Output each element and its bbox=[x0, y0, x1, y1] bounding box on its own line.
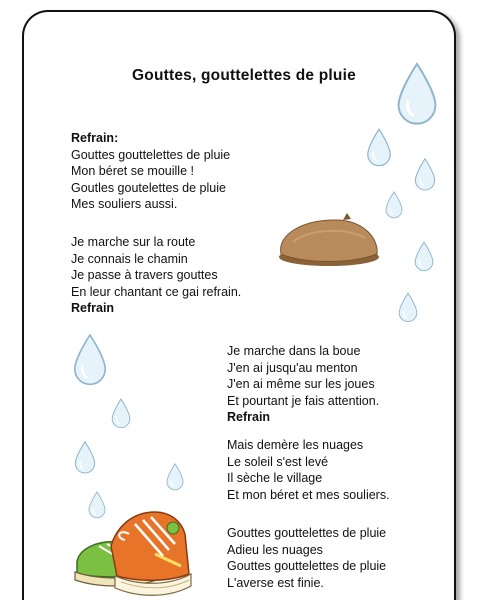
refrain-line-2: Mon béret se mouille ! bbox=[71, 164, 194, 178]
raindrop-icon bbox=[413, 240, 435, 272]
verse-4-block bbox=[227, 525, 386, 591]
song-title: Gouttes, gouttelettes de pluie bbox=[132, 67, 356, 84]
sneakers-icon bbox=[69, 504, 194, 600]
verse-3-block bbox=[227, 437, 390, 503]
verse-2-refrain-label: Refrain bbox=[227, 410, 271, 424]
verse-2-line-2: J'en ai jusqu'au menton bbox=[227, 360, 358, 375]
raindrop-icon bbox=[165, 462, 185, 491]
verse-1-refrain-label: Refrain bbox=[71, 301, 115, 315]
verse-1-block bbox=[71, 234, 241, 317]
raindrop-icon bbox=[397, 291, 419, 323]
refrain-block bbox=[71, 130, 230, 213]
verse-1-line-1: Je marche sur la route bbox=[71, 235, 196, 249]
raindrop-icon bbox=[413, 157, 437, 191]
raindrop-icon bbox=[365, 127, 393, 167]
raindrop-icon bbox=[71, 332, 109, 386]
verse-3-line-1: Mais demère les nuages bbox=[227, 438, 364, 452]
verse-1-line-4: En leur chantant ce gai refrain. bbox=[71, 284, 242, 299]
refrain-label: Refrain: bbox=[71, 131, 119, 145]
raindrop-icon bbox=[394, 60, 440, 126]
verse-3-line-4: Et mon béret et mes souliers. bbox=[227, 487, 390, 502]
verse-4-line-2: Adieu les nuages bbox=[227, 542, 323, 557]
verse-2-line-4: Et pourtant je fais attention. bbox=[227, 393, 380, 408]
refrain-line-1: Gouttes gouttelettes de pluie bbox=[71, 147, 231, 162]
verse-2-line-3: J'en ai même sur les joues bbox=[227, 377, 375, 391]
verse-1-line-2: Je connais le chamin bbox=[71, 251, 188, 266]
refrain-line-3: Goutles goutelettes de pluie bbox=[71, 180, 226, 195]
verse-1-line-3: Je passe à travers gouttes bbox=[71, 268, 218, 282]
verse-3-line-3: Il sèche le village bbox=[227, 471, 323, 485]
verse-4-line-3: Gouttes gouttelettes de pluie bbox=[227, 559, 387, 573]
refrain-line-4: Mes souliers aussi. bbox=[71, 197, 178, 211]
raindrop-icon bbox=[110, 397, 132, 429]
raindrop-icon bbox=[384, 190, 404, 219]
raindrop-icon bbox=[73, 440, 97, 474]
beret-icon bbox=[273, 212, 383, 270]
verse-2-block bbox=[227, 343, 379, 426]
verse-4-line-4: L'averse est finie. bbox=[227, 575, 324, 590]
verse-2-line-1: Je marche dans la boue bbox=[227, 344, 361, 358]
song-card bbox=[22, 10, 456, 600]
verse-3-line-2: Le soleil s'est levé bbox=[227, 454, 329, 469]
verse-4-line-1: Gouttes gouttelettes de pluie bbox=[227, 526, 387, 540]
